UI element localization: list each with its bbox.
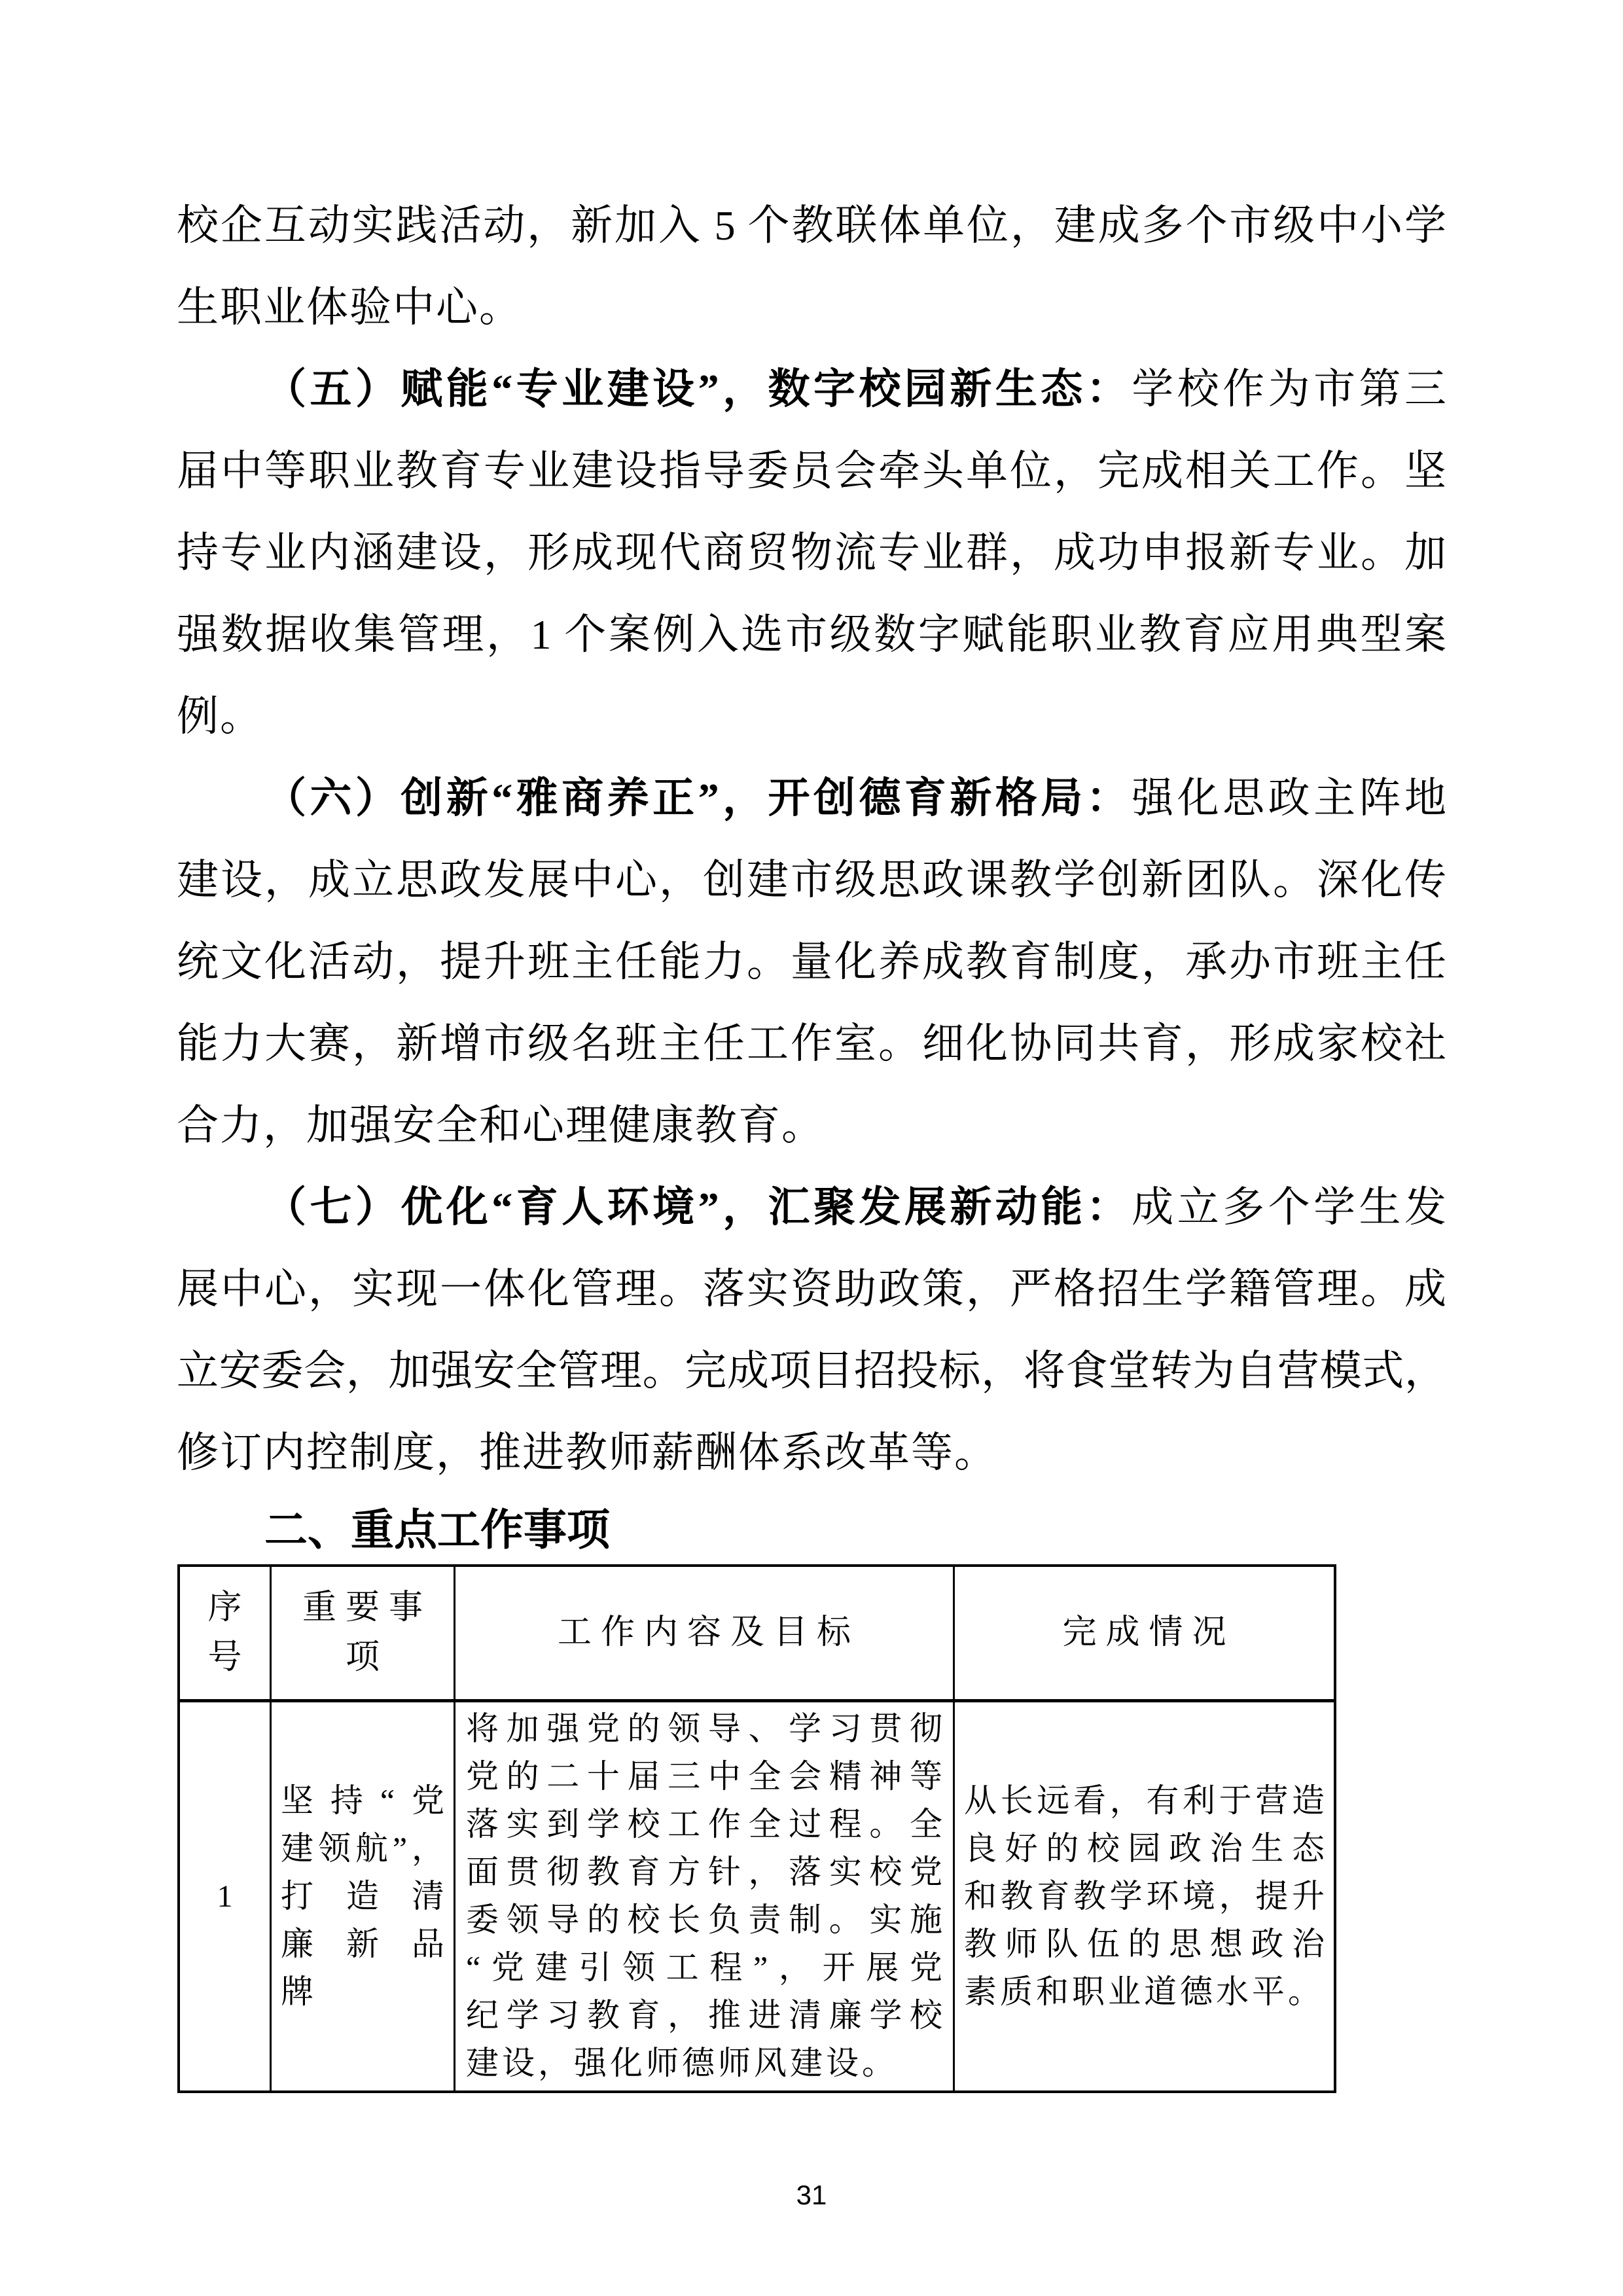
body-line: [177, 1003, 1446, 1085]
header-cell-item: 重要事 项: [272, 1567, 455, 1699]
header-cell-completion: 完成情况: [1062, 1614, 1236, 1651]
body-line-text: 校企互动实践活动，新加入 5 个教联体单位，建成多个市级中小学: [177, 202, 1446, 249]
body-line-text: 例。: [177, 693, 263, 740]
body-line-text: 建设，成立思政发展中心，创建市级思政课教学创新团队。深化传: [177, 857, 1446, 903]
body-line: [177, 1412, 1446, 1494]
body-line-text: 展中心，实现一体化管理。落实资助政策，严格招生学籍管理。成: [177, 1266, 1446, 1312]
body-line-text: 强数据收集管理，1 个案例入选市级数字赋能职业教育应用典型案: [177, 611, 1446, 658]
body-line-text: 届中等职业教育专业建设指导委员会牵头单位，完成相关工作。坚: [177, 448, 1446, 494]
body-line: [177, 839, 1446, 921]
body-text: [177, 185, 1446, 1494]
paragraph-lead: （六）创新“雅商养正”，开创德育新格局：: [264, 775, 1132, 821]
body-line-text: 强化思政主阵地: [1132, 775, 1447, 821]
body-line: [177, 512, 1446, 594]
body-line: [177, 185, 1446, 266]
cell-seq: 1: [180, 1702, 272, 2090]
body-line: [177, 1085, 1446, 1166]
body-line: [177, 430, 1446, 512]
body-line-text: 统文化活动，提升班主任能力。量化养成教育制度，承办市班主任: [177, 939, 1446, 985]
body-line-text: 学校作为市第三: [1132, 366, 1447, 412]
body-line: [177, 675, 1446, 757]
body-line: [177, 1330, 1446, 1412]
body-line-text: 能力大赛，新增市级名班主任工作室。细化协同共育，形成家校社: [177, 1020, 1446, 1067]
body-line-text: 合力，加强安全和心理健康教育。: [177, 1102, 825, 1149]
body-line-text: 持专业内涵建设，形成现代商贸物流专业群，成功申报新专业。加: [177, 529, 1446, 576]
header-cell-seq: 序 号: [180, 1567, 272, 1699]
body-line: [177, 594, 1446, 675]
body-line-text: 成立多个学生发: [1132, 1184, 1447, 1230]
table-row: [180, 1702, 1334, 2090]
section-heading: 二、重点工作事项: [264, 1505, 610, 1554]
body-line: [177, 348, 1446, 430]
cell-item: 坚持“党 建领航”， 打造清 廉新品 牌: [272, 1702, 455, 2090]
body-line: [177, 1166, 1446, 1248]
body-line: [177, 921, 1446, 1003]
body-line: [177, 1248, 1446, 1330]
paragraph-lead: （五）赋能“专业建设”，数字校园新生态：: [264, 366, 1132, 412]
body-line-text: 修订内控制度，推进教师薪酬体系改革等。: [177, 1429, 997, 1476]
page-number: 31: [796, 2179, 827, 2210]
body-line: [177, 757, 1446, 839]
body-line-text: 立安委会，加强安全管理。完成项目招投标，将食堂转为自营模式，: [177, 1348, 1446, 1394]
cell-completion: 从长远看，有利于营造 良好的校园政治生态 和教育教学环境，提升 教师队伍的思想政治 素质和职业道德水平。: [964, 1782, 1325, 2010]
paragraph-lead: （七）优化“育人环境”，汇聚发展新动能：: [264, 1184, 1132, 1230]
work-items-table: [177, 1564, 1336, 2093]
table-header-row: [180, 1567, 1334, 1702]
header-cell-content: 工作内容及目标: [455, 1567, 955, 1699]
body-line-text: 生职业体验中心。: [177, 284, 522, 331]
cell-content: 将加强党的领导、学习贯彻 党的二十届三中全会精神等 落实到学校工作全过程。全 面贯彻教育方针，落实校党 委领导的校长负责制。实施 “党建引领工程”，开展党 纪学习教育，推进清廉学校 建设，强化师德师风建设。: [455, 1702, 955, 2090]
body-line: [177, 266, 1446, 348]
